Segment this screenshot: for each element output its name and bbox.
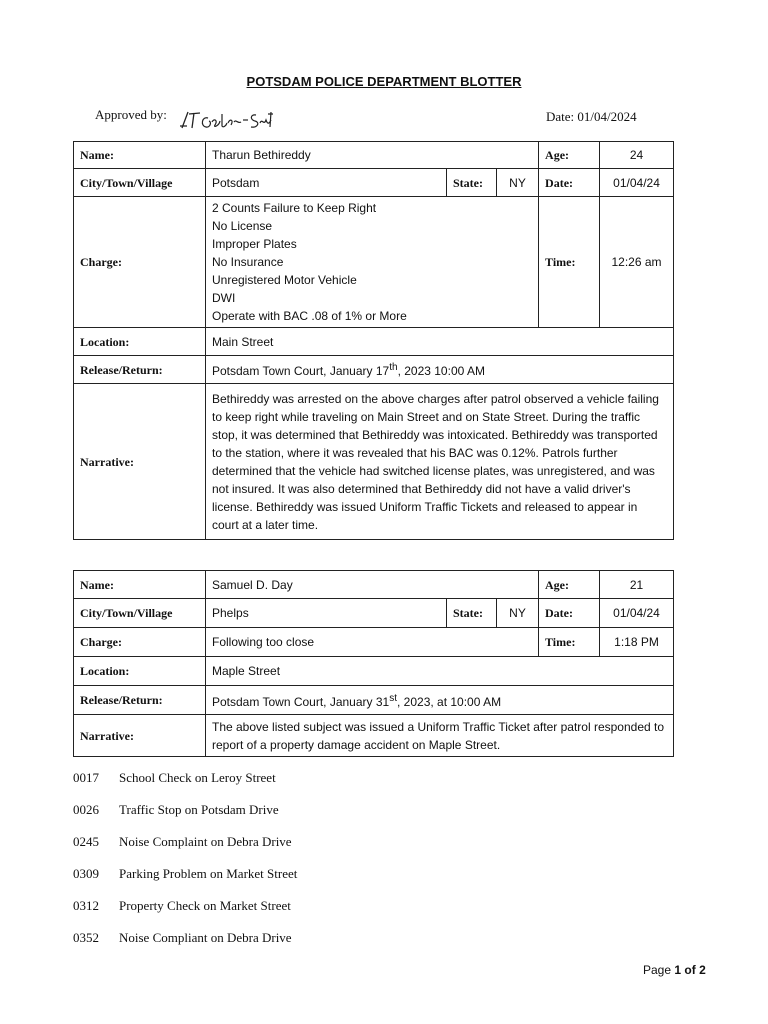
log-description: Parking Problem on Market Street [119,866,298,881]
charge-item: Following too close [206,628,539,657]
charge-item: No Insurance [212,255,284,269]
blotter-date: Date: 01/04/2024 [546,109,637,124]
time-label: Time: [539,628,600,657]
log-time-code: 0026 [73,802,99,817]
release-date-text: Potsdam Town Court, January 17 [212,364,390,378]
date-value: 01/04/24 [600,599,674,628]
age-label: Age: [539,571,600,599]
state-label: State: [447,599,497,628]
page-total: 2 [699,963,706,977]
city-value: Phelps [206,599,447,628]
log-description: Noise Complaint on Debra Drive [119,834,292,849]
log-entry [73,866,297,898]
log-time-code: 0245 [73,834,99,849]
state-label: State: [447,169,497,197]
location-value: Main Street [206,328,674,356]
page-word: Page [643,963,672,977]
release-date-suffix: st [389,692,397,704]
log-entry [73,770,297,802]
state-value: NY [497,599,539,628]
narrative-value: The above listed subject was issued a Uniform Traffic Ticket after patrol responded to report of a property damage accident on Maple Street. [206,715,674,757]
log-description: Property Check on Market Street [119,898,291,913]
name-value: Tharun Bethireddy [206,142,539,169]
time-value: 1:18 PM [600,628,674,657]
date-value: 01/04/24 [600,169,674,197]
release-date-suffix: th [389,362,398,373]
age-label: Age: [539,142,600,169]
location-label: Location: [74,328,206,356]
log-entry [73,834,297,866]
charge-item: Operate with BAC .08 of 1% or More [212,309,407,323]
charge-label: Charge: [74,628,206,657]
charge-list [206,197,539,328]
release-label: Release/Return: [74,356,206,384]
release-label: Release/Return: [74,686,206,715]
narrative-label: Narrative: [74,384,206,540]
charge-item: 2 Counts Failure to Keep Right [212,201,377,215]
location-label: Location: [74,657,206,686]
state-value: NY [497,169,539,197]
narrative-label: Narrative: [74,715,206,757]
time-value: 12:26 am [600,197,674,328]
charge-item: Unregistered Motor Vehicle [212,273,357,287]
release-time-text: , 2023 10:00 AM [397,364,485,378]
log-time-code: 0309 [73,866,99,881]
name-label: Name: [74,571,206,599]
name-label: Name: [74,142,206,169]
log-description: Traffic Stop on Potsdam Drive [119,802,279,817]
charge-item: Improper Plates [212,237,297,251]
log-entry [73,930,297,962]
age-value: 21 [600,571,674,599]
date-label: Date: [539,169,600,197]
page-title: POTSDAM POLICE DEPARTMENT BLOTTER [246,74,522,89]
charge-item: DWI [212,291,236,305]
charge-label: Charge: [74,197,206,328]
blotter-record-1 [73,141,674,540]
date-label: Date: [539,599,600,628]
log-entry [73,898,297,930]
log-entry [73,802,297,834]
page-current: 1 [674,963,682,977]
activity-log [73,770,297,962]
page-of: of [684,963,696,977]
city-label: City/Town/Village [74,599,206,628]
narrative-value: Bethireddy was arrested on the above charges after patrol observed a vehicle failing to keep right while traveling on Main Street and on State Street. During the traffic stop, it was determined that Bethireddy was intoxicated. Bethireddy was transported to the station, where it was revealed that his BAC was 0.12%. Patrols further determined that the vehicle had switched license plates, was unregistered, and was not insured. It was also determined that Bethireddy did not have a valid driver's license. Bethireddy was issued Uniform Traffic Tickets and released to appear in court at a later time. [206,384,674,540]
page-number [643,963,706,977]
time-label: Time: [539,197,600,328]
age-value: 24 [600,142,674,169]
approved-by-label: Approved by: [95,107,167,122]
signature-icon [178,106,278,134]
city-value: Potsdam [206,169,447,197]
release-time-text: , 2023, at 10:00 AM [397,694,502,709]
log-description: Noise Compliant on Debra Drive [119,930,292,945]
log-time-code: 0017 [73,770,99,785]
log-description: School Check on Leroy Street [119,770,276,785]
log-time-code: 0352 [73,930,99,945]
release-value [206,356,674,384]
log-time-code: 0312 [73,898,99,913]
blotter-record-2 [73,570,674,757]
location-value: Maple Street [206,657,674,686]
city-label: City/Town/Village [74,169,206,197]
name-value: Samuel D. Day [206,571,539,599]
release-value [206,686,674,715]
charge-item: No License [212,219,273,233]
release-date-text: Potsdam Town Court, January 31 [212,694,390,709]
approver-signature [178,106,278,134]
